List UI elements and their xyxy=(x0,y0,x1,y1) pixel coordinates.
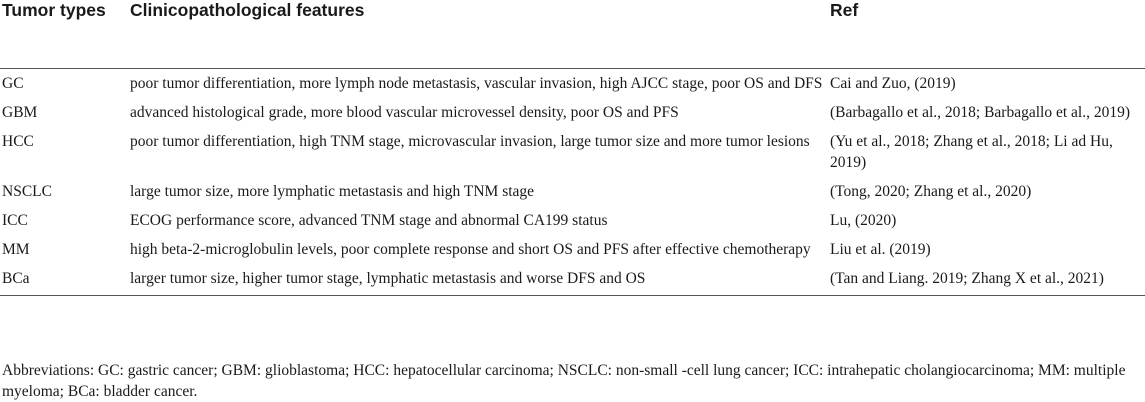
tumor-type-cell: ICC xyxy=(2,212,28,229)
table-row xyxy=(0,235,1145,264)
ref-cell: Cai and Zuo, (2019) xyxy=(830,75,956,92)
table-header-row xyxy=(0,0,1145,69)
header-tumor-types: Tumor types xyxy=(0,0,130,69)
table-row xyxy=(0,206,1145,235)
features-cell: ECOG performance score, advanced TNM stage and abnormal CA199 status xyxy=(130,212,608,229)
features-cell: poor tumor differentiation, high TNM stage, microvascular invasion, large tumor size and more tumor lesions xyxy=(130,133,810,150)
table-row xyxy=(0,98,1145,127)
features-cell: high beta-2-microglobulin levels, poor complete response and short OS and PFS after effective chemotherapy xyxy=(130,241,811,258)
features-cell: poor tumor differentiation, more lymph node metastasis, vascular invasion, high AJCC stage, poor OS and DFS xyxy=(130,75,823,92)
header-ref: Ref xyxy=(830,0,1145,69)
ref-cell: (Barbagallo et al., 2018; Barbagallo et al., 2019) xyxy=(830,104,1131,121)
table-row xyxy=(0,264,1145,296)
table-footnote: Abbreviations: GC: gastric cancer; GBM: glioblastoma; HCC: hepatocellular carcinoma; NSCLC: non-small -cell lung cancer; ICC: intrahepatic cholangiocarcinoma; MM: multiple myeloma; BCa: bladder cancer. xyxy=(2,362,1126,400)
ref-cell: Lu, (2020) xyxy=(830,212,897,229)
features-cell: larger tumor size, higher tumor stage, lymphatic metastasis and worse DFS and OS xyxy=(130,264,830,296)
tumor-type-cell: GC xyxy=(2,75,24,92)
tumor-type-cell: MM xyxy=(2,241,30,258)
tumor-type-cell: HCC xyxy=(2,133,34,150)
header-clinicopathological-features: Clinicopathological features xyxy=(130,0,830,69)
ref-cell: (Yu et al., 2018; Zhang et al., 2018; Li ad Hu, 2019) xyxy=(830,133,1113,171)
table-row xyxy=(0,127,1145,177)
table-row xyxy=(0,177,1145,206)
tumor-type-cell: NSCLC xyxy=(2,183,52,200)
table-row xyxy=(0,69,1145,99)
ref-cell: Liu et al. (2019) xyxy=(830,241,931,258)
tumor-type-cell: GBM xyxy=(2,104,38,121)
ref-cell: (Tan and Liang. 2019; Zhang X et al., 2021) xyxy=(830,264,1145,296)
ref-cell: (Tong, 2020; Zhang et al., 2020) xyxy=(830,183,1032,200)
features-cell: advanced histological grade, more blood vascular microvessel density, poor OS and PFS xyxy=(130,104,679,121)
features-cell: large tumor size, more lymphatic metastasis and high TNM stage xyxy=(130,183,535,200)
tumor-type-cell: BCa xyxy=(0,264,130,296)
